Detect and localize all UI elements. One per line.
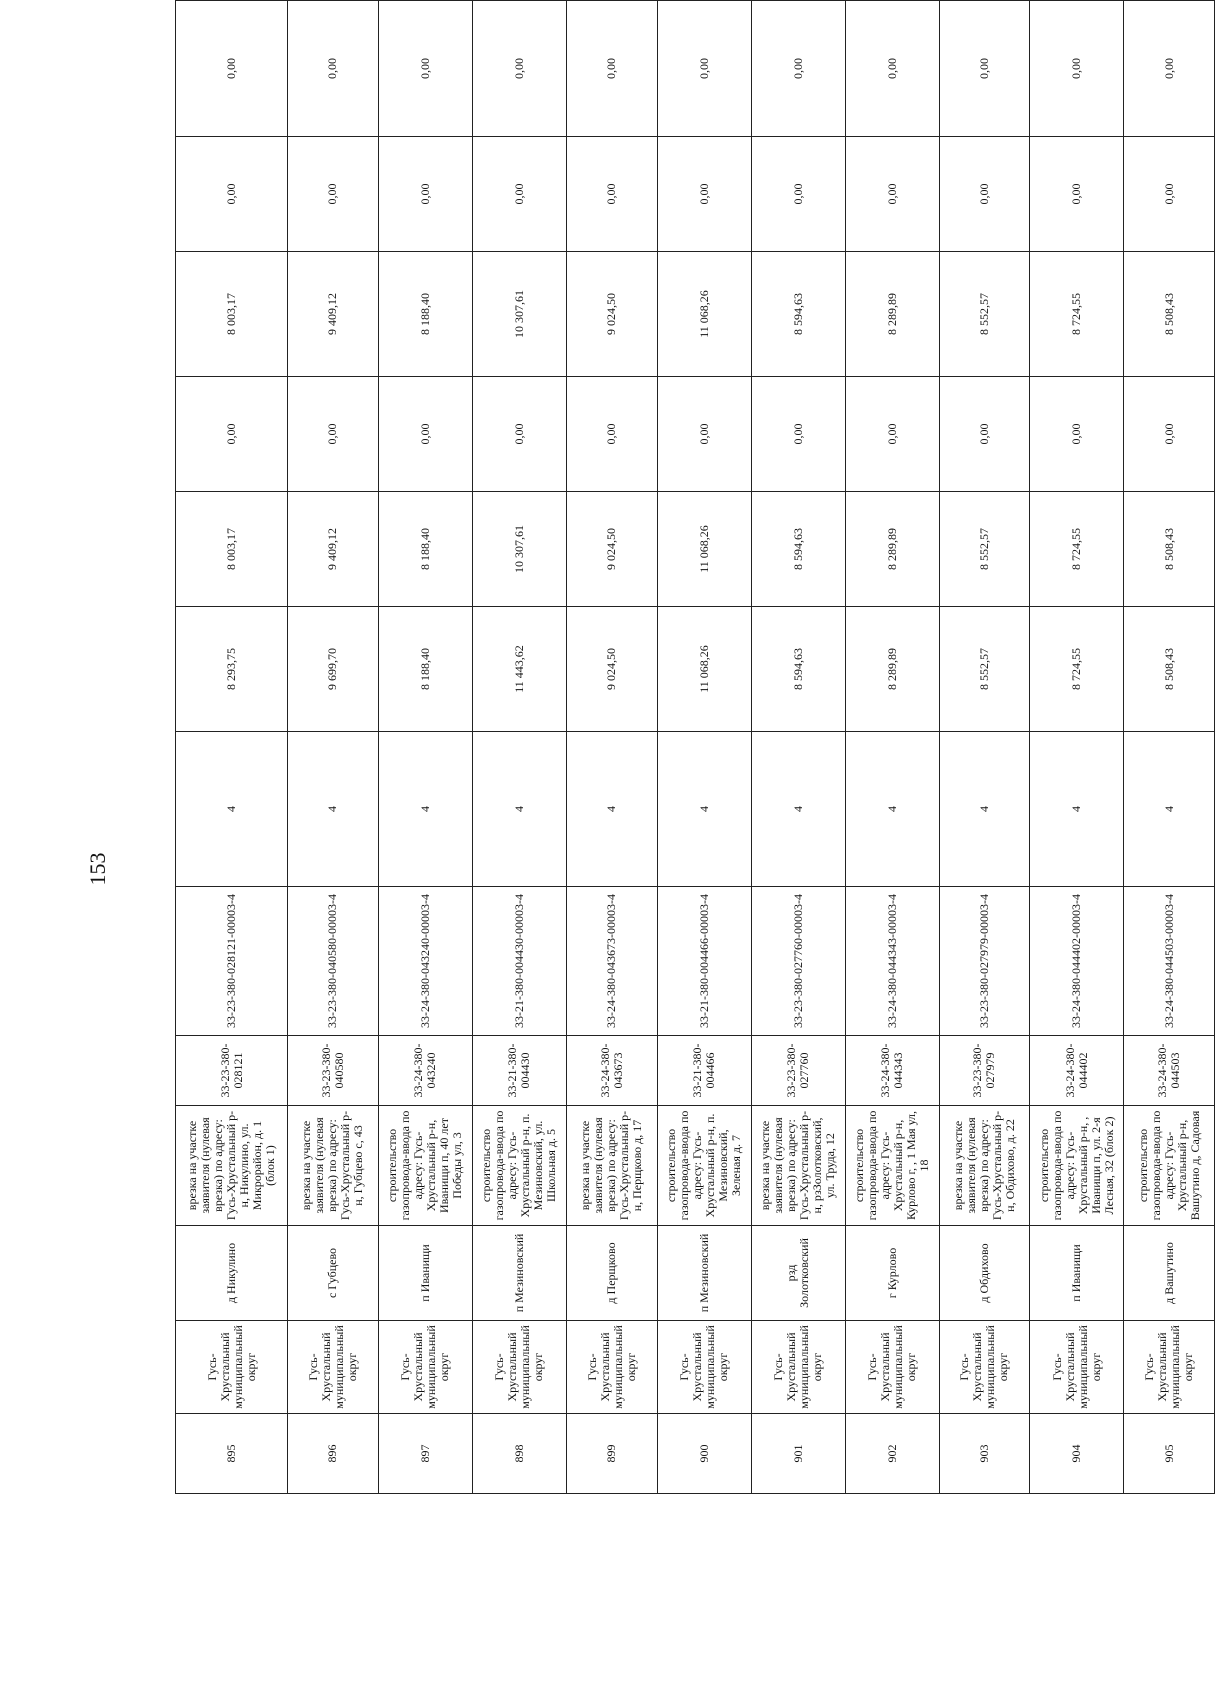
amount-5-cell: 0,00 <box>845 137 939 252</box>
amount-1-cell: 9 699,70 <box>288 607 379 732</box>
row-number-cell: 903 <box>939 1414 1030 1494</box>
amount-1-cell: 8 508,43 <box>1124 607 1215 732</box>
locality-cell: г Курлово <box>845 1226 939 1321</box>
amount-3-cell: 0,00 <box>939 377 1030 492</box>
object-id-cell: 33-23-380-028121-00003-4 <box>176 887 288 1036</box>
code-cell: 33-23-380-027979 <box>939 1036 1030 1106</box>
code-cell: 33-23-380-028121 <box>176 1036 288 1106</box>
code-cell: 33-24-380-044402 <box>1030 1036 1124 1106</box>
row-number-cell: 904 <box>1030 1414 1124 1494</box>
amount-6-cell: 0,00 <box>1030 1 1124 137</box>
amount-3-cell: 0,00 <box>751 377 845 492</box>
locality-cell: с Губцево <box>288 1226 379 1321</box>
amount-6-cell: 0,00 <box>378 1 472 137</box>
table-row <box>288 1 379 1494</box>
amount-2-cell: 9 024,50 <box>566 492 657 607</box>
locality-cell: п Иванищи <box>378 1226 472 1321</box>
amount-2-cell: 8 289,89 <box>845 492 939 607</box>
amount-1-cell: 8 188,40 <box>378 607 472 732</box>
amount-5-cell: 0,00 <box>566 137 657 252</box>
district-cell: Гусь-Хрустальный муниципальный округ <box>751 1321 845 1414</box>
object-id-cell: 33-24-380-043240-00003-4 <box>378 887 472 1036</box>
district-cell: Гусь-Хрустальный муниципальный округ <box>176 1321 288 1414</box>
code-cell: 33-24-380-043240 <box>378 1036 472 1106</box>
amount-5-cell: 0,00 <box>288 137 379 252</box>
object-id-cell: 33-23-380-027979-00003-4 <box>939 887 1030 1036</box>
amount-2-cell: 9 409,12 <box>288 492 379 607</box>
category-cell: 4 <box>288 732 379 887</box>
data-table <box>175 0 1215 1494</box>
object-id-cell: 33-24-380-044503-00003-4 <box>1124 887 1215 1036</box>
category-cell: 4 <box>751 732 845 887</box>
table-row <box>1030 1 1124 1494</box>
district-cell: Гусь-Хрустальный муниципальный округ <box>1030 1321 1124 1414</box>
amount-2-cell: 8 552,57 <box>939 492 1030 607</box>
table-row <box>657 1 751 1494</box>
code-cell: 33-23-380-040580 <box>288 1036 379 1106</box>
amount-1-cell: 8 594,63 <box>751 607 845 732</box>
object-id-cell: 33-21-380-004466-00003-4 <box>657 887 751 1036</box>
amount-4-cell: 8 003,17 <box>176 252 288 377</box>
district-cell: Гусь-Хрустальный муниципальный округ <box>939 1321 1030 1414</box>
amount-5-cell: 0,00 <box>939 137 1030 252</box>
locality-cell: п Мезиновский <box>472 1226 566 1321</box>
amount-2-cell: 8 594,63 <box>751 492 845 607</box>
work-description-cell: строительство газопровода-ввода по адресу: Гусь-Хрустальный р-н, Иванищи п, 40 лет Победы ул, 3 <box>378 1106 472 1226</box>
locality-cell: д Обдихово <box>939 1226 1030 1321</box>
amount-5-cell: 0,00 <box>751 137 845 252</box>
amount-2-cell: 8 724,55 <box>1030 492 1124 607</box>
work-description-cell: строительство газопровода-ввода по адресу: Гусь-Хрустальный р-н, Вашутино д, Садовая <box>1124 1106 1215 1226</box>
amount-6-cell: 0,00 <box>472 1 566 137</box>
category-cell: 4 <box>378 732 472 887</box>
category-cell: 4 <box>939 732 1030 887</box>
amount-4-cell: 9 409,12 <box>288 252 379 377</box>
district-cell: Гусь-Хрустальный муниципальный округ <box>657 1321 751 1414</box>
amount-6-cell: 0,00 <box>657 1 751 137</box>
amount-3-cell: 0,00 <box>176 377 288 492</box>
amount-1-cell: 9 024,50 <box>566 607 657 732</box>
object-id-cell: 33-21-380-004430-00003-4 <box>472 887 566 1036</box>
amount-3-cell: 0,00 <box>378 377 472 492</box>
code-cell: 33-24-380-043673 <box>566 1036 657 1106</box>
locality-cell: д Никулино <box>176 1226 288 1321</box>
amount-1-cell: 8 724,55 <box>1030 607 1124 732</box>
row-number-cell: 895 <box>176 1414 288 1494</box>
amount-3-cell: 0,00 <box>566 377 657 492</box>
object-id-cell: 33-24-380-043673-00003-4 <box>566 887 657 1036</box>
district-cell: Гусь-Хрустальный муниципальный округ <box>845 1321 939 1414</box>
amount-5-cell: 0,00 <box>176 137 288 252</box>
row-number-cell: 901 <box>751 1414 845 1494</box>
table-row <box>1124 1 1215 1494</box>
amount-5-cell: 0,00 <box>657 137 751 252</box>
row-number-cell: 896 <box>288 1414 379 1494</box>
amount-4-cell: 8 508,43 <box>1124 252 1215 377</box>
code-cell: 33-24-380-044343 <box>845 1036 939 1106</box>
amount-4-cell: 8 188,40 <box>378 252 472 377</box>
district-cell: Гусь-Хрустальный муниципальный округ <box>472 1321 566 1414</box>
amount-2-cell: 10 307,61 <box>472 492 566 607</box>
row-number-cell: 898 <box>472 1414 566 1494</box>
work-description-cell: строительство газопровода-ввода по адресу: Гусь-Хрустальный р-н, , Иванищи п, ул. 2-я Лесная, 32 (блок 2) <box>1030 1106 1124 1226</box>
amount-6-cell: 0,00 <box>845 1 939 137</box>
code-cell: 33-21-380-004430 <box>472 1036 566 1106</box>
category-cell: 4 <box>176 732 288 887</box>
table-row <box>845 1 939 1494</box>
code-cell: 33-24-380-044503 <box>1124 1036 1215 1106</box>
amount-4-cell: 11 068,26 <box>657 252 751 377</box>
amount-5-cell: 0,00 <box>472 137 566 252</box>
district-cell: Гусь-Хрустальный муниципальный округ <box>1124 1321 1215 1414</box>
amount-1-cell: 11 068,26 <box>657 607 751 732</box>
work-description-cell: врезка на участке заявителя (нулевая врезка) по адресу: Гусь-Хрустальный р-н, Перщково д, 17 <box>566 1106 657 1226</box>
work-description-cell: врезка на участке заявителя (нулевая врезка) по адресу: Гусь-Хрустальный р-н, Никулино, ул. Микрорайон, д. 1 (блок 1) <box>176 1106 288 1226</box>
amount-1-cell: 8 289,89 <box>845 607 939 732</box>
amount-4-cell: 8 552,57 <box>939 252 1030 377</box>
work-description-cell: строительство газопровода-ввода по адресу: Гусь-Хрустальный р-н, п. Мезиновский, Зеленая д. 7 <box>657 1106 751 1226</box>
work-description-cell: врезка на участке заявителя (нулевая врезка) по адресу: Гусь-Хрустальный р-н, Губцево с, 43 <box>288 1106 379 1226</box>
code-cell: 33-21-380-004466 <box>657 1036 751 1106</box>
amount-6-cell: 0,00 <box>1124 1 1215 137</box>
amount-3-cell: 0,00 <box>472 377 566 492</box>
category-cell: 4 <box>845 732 939 887</box>
locality-cell: п Иванищи <box>1030 1226 1124 1321</box>
amount-4-cell: 9 024,50 <box>566 252 657 377</box>
table-row <box>176 1 288 1494</box>
locality-cell: рзд Золотковский <box>751 1226 845 1321</box>
amount-6-cell: 0,00 <box>566 1 657 137</box>
locality-cell: п Мезиновский <box>657 1226 751 1321</box>
district-cell: Гусь-Хрустальный муниципальный округ <box>378 1321 472 1414</box>
category-cell: 4 <box>566 732 657 887</box>
amount-5-cell: 0,00 <box>378 137 472 252</box>
object-id-cell: 33-23-380-027760-00003-4 <box>751 887 845 1036</box>
row-number-cell: 902 <box>845 1414 939 1494</box>
amount-6-cell: 0,00 <box>939 1 1030 137</box>
amount-4-cell: 8 724,55 <box>1030 252 1124 377</box>
amount-5-cell: 0,00 <box>1030 137 1124 252</box>
district-cell: Гусь-Хрустальный муниципальный округ <box>566 1321 657 1414</box>
category-cell: 4 <box>472 732 566 887</box>
category-cell: 4 <box>1030 732 1124 887</box>
amount-3-cell: 0,00 <box>845 377 939 492</box>
amount-1-cell: 11 443,62 <box>472 607 566 732</box>
amount-2-cell: 8 508,43 <box>1124 492 1215 607</box>
amount-6-cell: 0,00 <box>176 1 288 137</box>
object-id-cell: 33-24-380-044402-00003-4 <box>1030 887 1124 1036</box>
table-row <box>566 1 657 1494</box>
table-body <box>176 1 1215 1494</box>
amount-2-cell: 8 003,17 <box>176 492 288 607</box>
table-row <box>378 1 472 1494</box>
row-number-cell: 900 <box>657 1414 751 1494</box>
row-number-cell: 897 <box>378 1414 472 1494</box>
amount-5-cell: 0,00 <box>1124 137 1215 252</box>
work-description-cell: врезка на участке заявителя (нулевая врезка) по адресу: Гусь-Хрустальный р-н, Обдихово, д. 22 <box>939 1106 1030 1226</box>
work-description-cell: врезка на участке заявителя (нулевая врезка) по адресу: Гусь-Хрустальный р-н, рзЗолотковский, ул. Труда, 12 <box>751 1106 845 1226</box>
amount-4-cell: 8 594,63 <box>751 252 845 377</box>
code-cell: 33-23-380-027760 <box>751 1036 845 1106</box>
category-cell: 4 <box>657 732 751 887</box>
amount-4-cell: 8 289,89 <box>845 252 939 377</box>
row-number-cell: 899 <box>566 1414 657 1494</box>
amount-2-cell: 11 068,26 <box>657 492 751 607</box>
amount-2-cell: 8 188,40 <box>378 492 472 607</box>
object-id-cell: 33-24-380-044343-00003-4 <box>845 887 939 1036</box>
amount-4-cell: 10 307,61 <box>472 252 566 377</box>
district-cell: Гусь-Хрустальный муниципальный округ <box>288 1321 379 1414</box>
work-description-cell: строительство газопровода-ввода по адресу: Гусь-Хрустальный р-н, п. Мезиновский, ул. Школьная д. 5 <box>472 1106 566 1226</box>
amount-3-cell: 0,00 <box>288 377 379 492</box>
amount-3-cell: 0,00 <box>1124 377 1215 492</box>
table-row <box>939 1 1030 1494</box>
table-row <box>751 1 845 1494</box>
category-cell: 4 <box>1124 732 1215 887</box>
locality-cell: д Вашутино <box>1124 1226 1215 1321</box>
amount-1-cell: 8 293,75 <box>176 607 288 732</box>
object-id-cell: 33-23-380-040580-00003-4 <box>288 887 379 1036</box>
table-row <box>472 1 566 1494</box>
amount-3-cell: 0,00 <box>1030 377 1124 492</box>
amount-3-cell: 0,00 <box>657 377 751 492</box>
work-description-cell: строительство газопровода-ввода по адресу: Гусь-Хрустальный р-н, Курлово г, , 1 Мая ул, 18 <box>845 1106 939 1226</box>
amount-6-cell: 0,00 <box>288 1 379 137</box>
locality-cell: д Перщково <box>566 1226 657 1321</box>
amount-6-cell: 0,00 <box>751 1 845 137</box>
row-number-cell: 905 <box>1124 1414 1215 1494</box>
rotated-table-frame <box>175 58 1215 1494</box>
amount-1-cell: 8 552,57 <box>939 607 1030 732</box>
page-number: 153 <box>85 852 110 886</box>
